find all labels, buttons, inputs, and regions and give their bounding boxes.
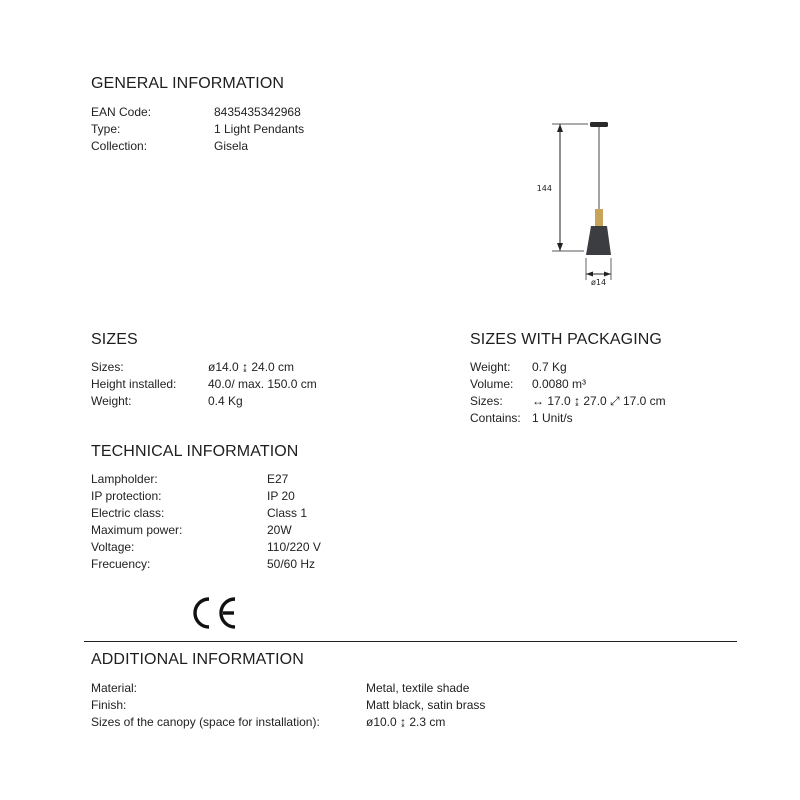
- additional-label: Material:: [91, 681, 138, 695]
- packaging-heading: SIZES WITH PACKAGING: [470, 331, 662, 348]
- general-value: 1 Light Pendants: [214, 122, 305, 136]
- sizes-label: Weight:: [91, 394, 132, 408]
- sizes-value: 40.0/ max. 150.0 cm: [208, 377, 317, 391]
- additional-heading: ADDITIONAL INFORMATION: [91, 651, 304, 668]
- technical-value: IP 20: [267, 489, 295, 503]
- packaging-value: 1 Unit/s: [532, 411, 573, 425]
- technical-value: Class 1: [267, 506, 308, 520]
- additional-value: Matt black, satin brass: [366, 698, 486, 712]
- brass-holder: [595, 209, 603, 226]
- technical-value: E27: [267, 472, 289, 486]
- packaging-value: ↔ 17.0 ↨ 27.0 ⤢ 17.0 cm: [532, 394, 666, 408]
- additional-label: Finish:: [91, 698, 127, 712]
- diameter-dimension-label: ø14: [590, 278, 607, 287]
- shade-shape: [586, 226, 611, 255]
- general-label: EAN Code:: [91, 105, 152, 119]
- general-label: Type:: [91, 122, 121, 136]
- additional-label: Sizes of the canopy (space for installation):: [91, 715, 320, 729]
- technical-label: Frecuency:: [91, 557, 151, 571]
- sizes-value: 0.4 Kg: [208, 394, 243, 408]
- technical-value: 110/220 V: [267, 540, 321, 554]
- section-divider: [84, 641, 737, 642]
- canopy-shape: [590, 122, 608, 127]
- technical-value: 50/60 Hz: [267, 557, 316, 571]
- technical-label: IP protection:: [91, 489, 162, 503]
- additional-value: Metal, textile shade: [366, 681, 470, 695]
- technical-value: 20W: [267, 523, 292, 537]
- packaging-value: 0.0080 m³: [532, 377, 587, 391]
- sizes-label: Sizes:: [91, 360, 124, 374]
- technical-heading: TECHNICAL INFORMATION: [91, 443, 299, 460]
- additional-value: ø10.0 ↨ 2.3 cm: [366, 715, 446, 729]
- technical-label: Voltage:: [91, 540, 135, 554]
- general-value: 8435435342968: [214, 105, 301, 119]
- pendant-dimension-drawing: [536, 110, 640, 295]
- height-dimension-label: 144: [536, 184, 552, 193]
- packaging-label: Contains:: [470, 411, 521, 425]
- sizes-value: ø14.0 ↨ 24.0 cm: [208, 360, 295, 374]
- sizes-heading: SIZES: [91, 331, 138, 348]
- general-label: Collection:: [91, 139, 148, 153]
- technical-label: Maximum power:: [91, 523, 183, 537]
- ce-mark-icon: [190, 594, 240, 632]
- technical-label: Electric class:: [91, 506, 165, 520]
- sizes-label: Height installed:: [91, 377, 177, 391]
- general-value: Gisela: [214, 139, 249, 153]
- technical-label: Lampholder:: [91, 472, 158, 486]
- packaging-value: 0.7 Kg: [532, 360, 567, 374]
- packaging-label: Sizes:: [470, 394, 503, 408]
- packaging-label: Volume:: [470, 377, 514, 391]
- packaging-label: Weight:: [470, 360, 511, 374]
- general-information-heading: GENERAL INFORMATION: [91, 75, 285, 92]
